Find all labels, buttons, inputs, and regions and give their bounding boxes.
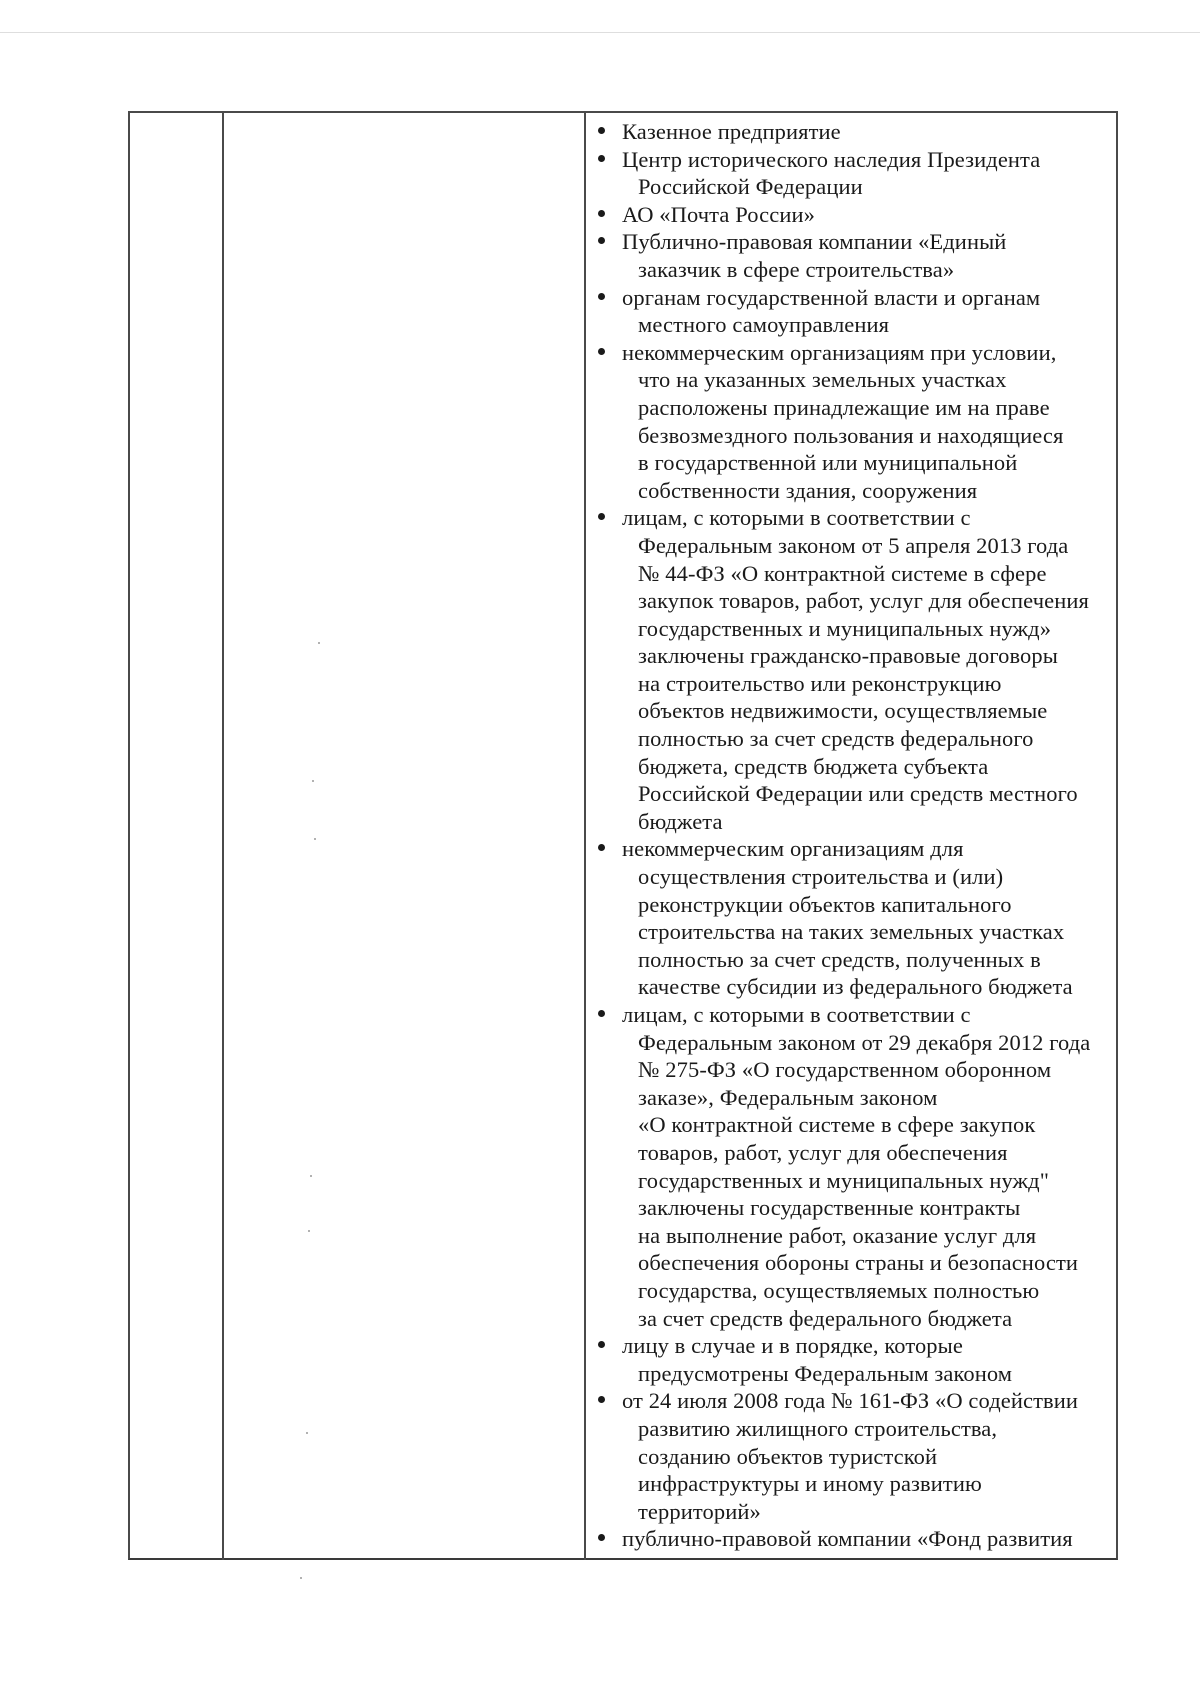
list-item-text-line: АО «Почта России» — [622, 201, 815, 227]
list-item — [588, 835, 1118, 1001]
list-item — [588, 284, 1118, 339]
list-item-text-line: Центр исторического наследия Президента — [622, 146, 1041, 172]
list-item-text-line: от 24 июля 2008 года № 161-ФЗ «О содействии — [622, 1388, 1079, 1414]
scan-speck — [306, 1432, 308, 1434]
list-item-text-line: обеспечения обороны страны и безопасности — [638, 1250, 1079, 1276]
list-item-text-line: местного самоуправления — [638, 312, 890, 338]
list-item-text-line: развитию жилищного строительства, — [638, 1415, 998, 1441]
list-item — [588, 339, 1118, 505]
list-item-text-line: качестве субсидии из федерального бюджета — [638, 974, 1073, 1000]
list-item-text-line: строительства на таких земельных участках — [638, 919, 1065, 945]
list-item-text-line: объектов недвижимости, осуществляемые — [638, 698, 1048, 724]
bullet-icon — [598, 1010, 605, 1017]
list-item — [588, 504, 1118, 835]
list-item-text-line: инфраструктуры и иному развитию — [638, 1471, 982, 1497]
bullet-icon — [598, 844, 605, 851]
scan-speck — [312, 780, 314, 782]
table-column-divider-1 — [222, 111, 224, 1560]
list-item-text-line: в государственной или муниципальной — [638, 450, 1018, 476]
list-item-text-line: заключены государственные контракты — [638, 1195, 1021, 1221]
list-item-text-line: Казенное предприятие — [622, 119, 841, 144]
list-item-text-line: за счет средств федерального бюджета — [638, 1305, 1013, 1331]
page-top-rule — [0, 32, 1200, 33]
list-item-text-line: государства, осуществляемых полностью — [638, 1277, 1040, 1303]
bullet-icon — [598, 1341, 605, 1348]
table-column-divider-2 — [584, 111, 586, 1560]
list-item — [588, 1001, 1118, 1332]
list-item-text-line: Российской Федерации или средств местного — [638, 781, 1078, 807]
list-item-text-line: Публично-правовая компании «Единый — [622, 229, 1007, 255]
bullet-icon — [598, 127, 605, 134]
scan-speck — [318, 642, 320, 644]
bullet-icon — [598, 513, 605, 520]
bullet-icon — [598, 155, 605, 162]
list-item — [588, 201, 1118, 229]
list-item — [588, 118, 1118, 146]
list-item-text-line: публично-правовой компании «Фонд развития — [622, 1526, 1073, 1552]
recipient-list — [588, 118, 1118, 1553]
list-item — [588, 228, 1118, 283]
list-item-text-line: реконструкции объектов капитального — [638, 891, 1012, 917]
list-item-text-line: некоммерческим организациям при условии, — [622, 339, 1057, 365]
list-item-text-line: Федеральным законом от 5 апреля 2013 года — [638, 532, 1069, 558]
list-item-text-line: полностью за счет средств, полученных в — [638, 946, 1041, 972]
list-item-text-line: «О контрактной системе в сфере закупок — [638, 1112, 1036, 1138]
list-item-text-line: лицу в случае и в порядке, которые — [622, 1333, 963, 1359]
list-item-text-line: лицам, с которыми в соответствии с — [622, 1002, 971, 1027]
list-item — [588, 146, 1118, 201]
scan-speck — [300, 1577, 302, 1579]
list-item-text-line: № 44-ФЗ «О контрактной системе в сфере — [638, 560, 1047, 586]
list-item-text-line: бюджета — [638, 808, 723, 834]
list-item-text-line: собственности здания, сооружения — [638, 477, 978, 503]
list-item-text-line: заказе», Федеральным законом — [638, 1084, 938, 1110]
list-item-text-line: расположены принадлежащие им на праве — [638, 394, 1050, 420]
list-item-text-line: заключены гражданско-правовые договоры — [638, 643, 1058, 669]
bullet-icon — [598, 237, 605, 244]
scan-speck — [314, 838, 316, 840]
list-item-text-line: Федеральным законом от 29 декабря 2012 года — [638, 1029, 1091, 1055]
list-item-text-line: осуществления строительства и (или) — [638, 864, 1004, 890]
list-item-text-line: бюджета, средств бюджета субъекта — [638, 753, 989, 779]
scan-speck — [308, 1230, 310, 1232]
list-item-text-line: предусмотрены Федеральным законом — [638, 1360, 1013, 1386]
list-item-text-line: территорий» — [638, 1498, 761, 1524]
bullet-icon — [598, 1534, 605, 1541]
bullet-icon — [598, 210, 605, 217]
list-item-text-line: товаров, работ, услуг для обеспечения — [638, 1139, 1008, 1165]
list-item-text-line: лицам, с которыми в соответствии с — [622, 505, 971, 531]
bullet-icon — [598, 293, 605, 300]
list-item-text-line: органам государственной власти и органам — [622, 284, 1041, 310]
bullet-icon — [598, 1396, 605, 1403]
list-item-text-line: что на указанных земельных участках — [638, 367, 1007, 393]
list-item-text-line: полностью за счет средств федерального — [638, 726, 1034, 752]
list-item-text-line: государственных и муниципальных нужд» — [638, 615, 1052, 641]
list-item-text-line: на выполнение работ, оказание услуг для — [638, 1222, 1037, 1248]
scan-speck — [310, 1175, 312, 1177]
list-item-text-line: № 275-ФЗ «О государственном оборонном — [638, 1057, 1052, 1083]
bullet-icon — [598, 348, 605, 355]
list-item-text-line: закупок товаров, работ, услуг для обеспечения — [638, 588, 1089, 614]
list-item-text-line: Российской Федерации — [638, 174, 863, 200]
list-item-text-line: на строительство или реконструкцию — [638, 670, 1002, 696]
list-item-text-line: заказчик в сфере строительства» — [638, 256, 955, 282]
list-item-text-line: безвозмездного пользования и находящиеся — [638, 422, 1064, 448]
list-item — [588, 1387, 1118, 1525]
list-item — [588, 1525, 1118, 1553]
list-item-text-line: созданию объектов туристской — [638, 1443, 938, 1469]
list-item-text-line: некоммерческим организациям для — [622, 836, 964, 862]
list-item — [588, 1332, 1118, 1387]
list-item-text-line: государственных и муниципальных нужд" — [638, 1167, 1049, 1193]
